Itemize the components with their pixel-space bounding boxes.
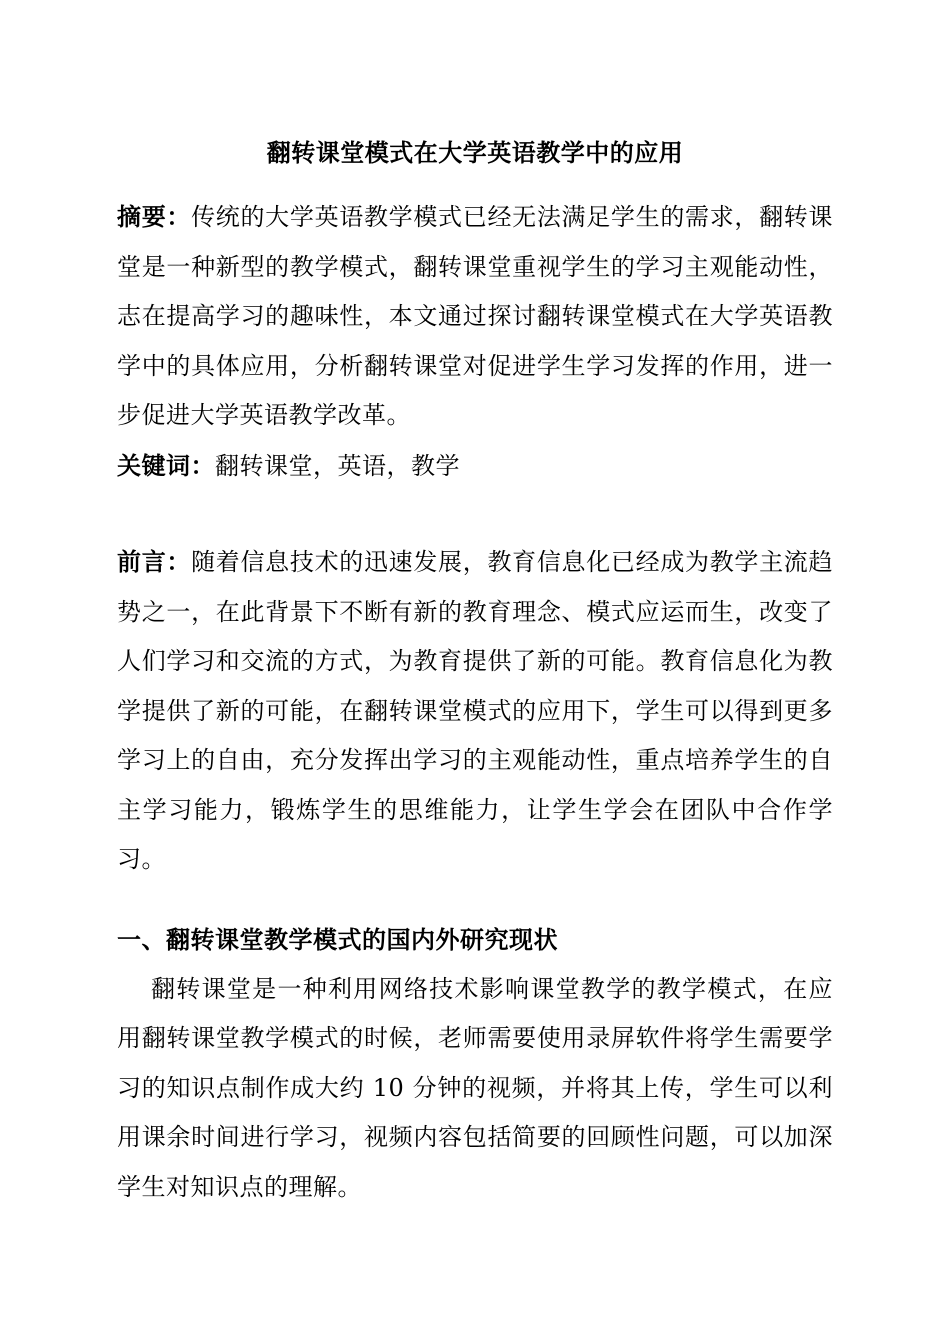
- document-title: 翻转课堂模式在大学英语教学中的应用: [266, 138, 684, 167]
- section-heading: 一、翻转课堂教学模式的国内外研究现状: [117, 924, 558, 954]
- preface-text: 随着信息技术的迅速发展，教育信息化已经成为教学主流趋势之一，在此背景下不断有新的教育理念、模式应运而生，改变了人们学习和交流的方式，为教育提供了新的可能。教育信息化为教学提供了新的可能，在翻转课堂模式的应用下，学生可以得到更多学习上的自由，充分发挥出学习的主观能动性，重点培养学生的自主学习能力，锻炼学生的思维能力，让学生学会在团队中合作学习。: [117, 548, 834, 873]
- keywords-paragraph: [117, 441, 833, 492]
- keywords-label: 关键词：: [117, 450, 215, 480]
- spacer: [117, 885, 833, 915]
- keywords-text: 翻转课堂，英语，教学: [215, 451, 460, 480]
- section-body-paragraph: 翻转课堂是一种利用网络技术影响课堂教学的教学模式，在应用翻转课堂教学模式的时候，老师需要使用录屏软件将学生需要学习的知识点制作成大约 10 分钟的视频，并将其上传，学生可以利用课余时间进行学习，视频内容包括简要的回顾性问题，可以加深学生对知识点的理解。: [117, 974, 833, 1201]
- document-body: [117, 128, 833, 1212]
- preface-paragraph: [117, 537, 833, 885]
- preface-label: 前言：: [117, 547, 192, 576]
- abstract-paragraph: [117, 192, 833, 441]
- abstract-text: 传统的大学英语教学模式已经无法满足学生的需求，翻转课堂是一种新型的教学模式，翻转课堂重视学生的学习主观能动性，志在提高学习的趣味性，本文通过探讨翻转课堂模式在大学英语教学中的具体应用，分析翻转课堂对促进学生学习发挥的作用，进一步促进大学英语教学改革。: [117, 203, 834, 429]
- spacer: [117, 491, 833, 537]
- abstract-label: 摘要：: [117, 202, 192, 231]
